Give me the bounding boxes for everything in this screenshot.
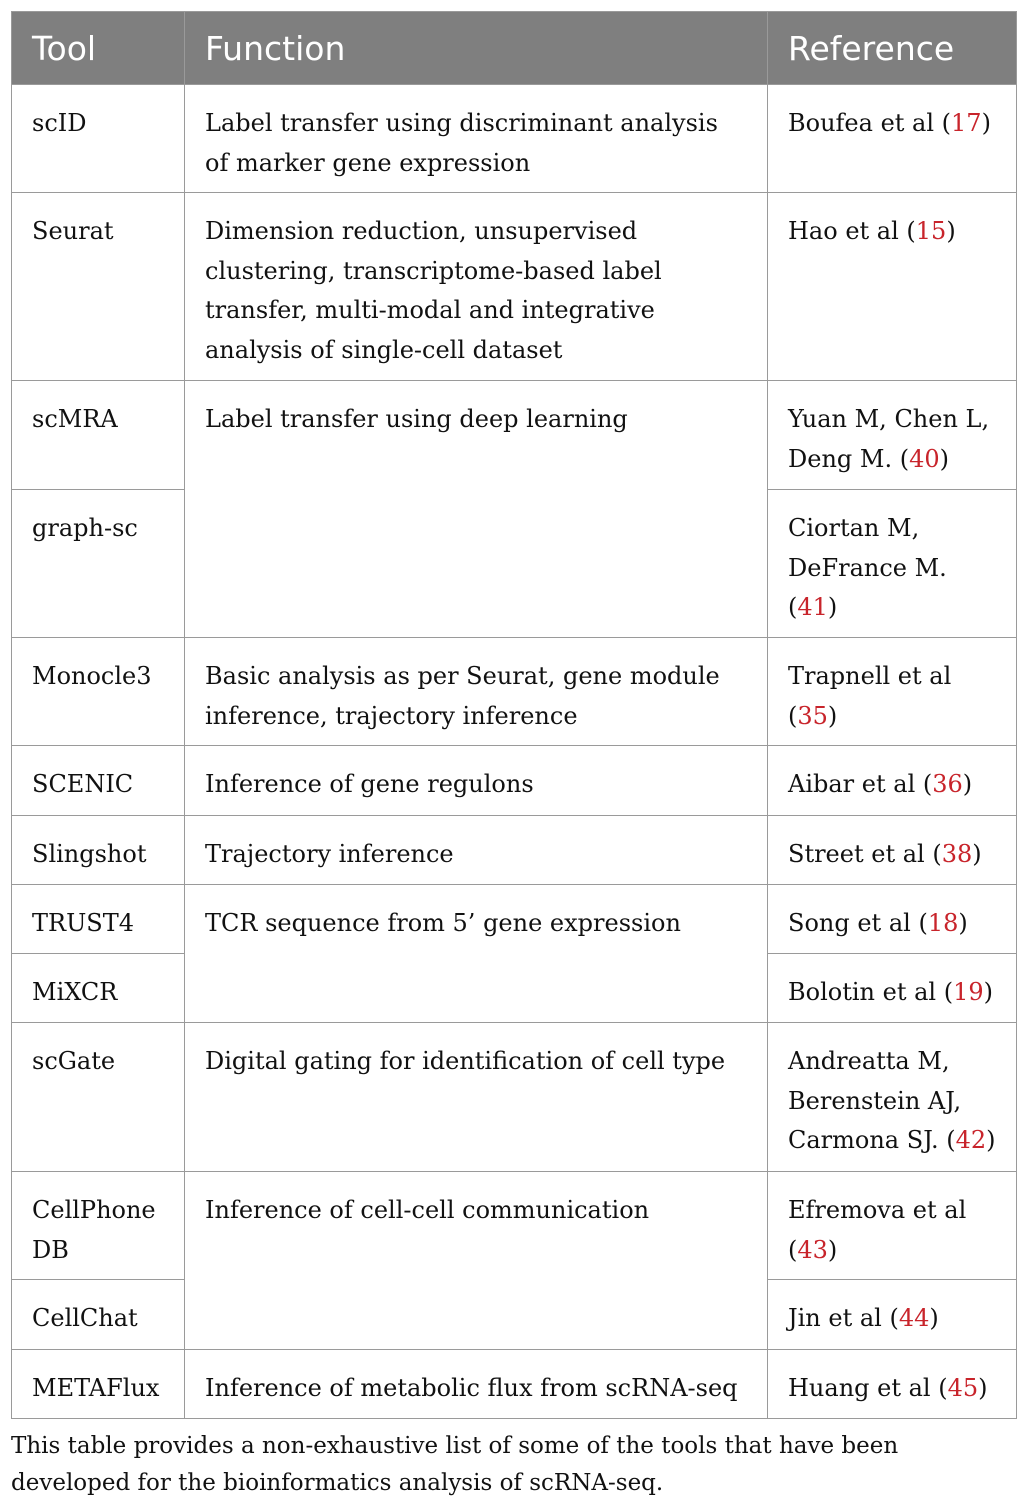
reference-link[interactable]: 17 [951,109,982,137]
reference-cell: Song et al (18) [768,885,1017,954]
reference-link[interactable]: 35 [797,701,828,730]
reference-cell: Aibar et al (36) [768,746,1017,816]
header-tool: Tool [12,12,185,85]
tool-cell: METAFlux [12,1350,185,1419]
function-cell: Inference of gene regulons [185,746,768,816]
reference-authors: Jin et al [788,1304,882,1332]
reference-link[interactable]: 42 [955,1126,987,1154]
reference-link[interactable]: 38 [941,840,973,868]
reference-cell: Trapnell et al (35) [768,638,1017,746]
reference-cell: Yuan M, Chen L, Deng M. (40) [768,381,1017,490]
reference-link[interactable]: 40 [909,444,940,473]
header-row [12,12,1017,85]
reference-cell: Jin et al (44) [768,1280,1017,1350]
table-row [12,638,1017,746]
reference-cell: Ciortan M, DeFrance M. (41) [768,490,1017,638]
reference-link[interactable]: 45 [947,1374,979,1402]
header-function: Function [185,12,768,85]
table-row [12,746,1017,816]
reference-cell: Efremova et al (43) [768,1172,1017,1280]
tool-cell: graph-sc [12,490,185,638]
reference-link[interactable]: 43 [797,1235,828,1264]
tool-cell: MiXCR [12,954,185,1023]
reference-authors: Hao et al [788,217,899,245]
function-cell: Label transfer using discriminant analysis of marker gene expression [185,85,768,193]
reference-link[interactable]: 41 [797,593,828,621]
tool-cell: CellChat [12,1280,185,1350]
tool-cell: SCENIC [12,746,185,816]
function-cell: Dimension reduction, unsupervised clustering, transcriptome-based label transfer, multi-modal and integrative analysis of single-cell dataset [185,193,768,381]
tool-cell: scGate [12,1023,185,1172]
reference-link[interactable]: 44 [898,1304,930,1332]
function-cell: Inference of cell-cell communication [185,1172,768,1350]
reference-link[interactable]: 15 [915,217,947,245]
table-row [12,1172,1017,1280]
reference-authors: Efremova et al [788,1196,967,1224]
reference-authors: Aibar et al [788,770,916,798]
reference-authors: Trapnell et al [788,662,952,690]
table-row [12,85,1017,193]
function-cell: Inference of metabolic flux from scRNA-seq [185,1350,768,1419]
reference-cell: Boufea et al (17) [768,85,1017,193]
tools-table [11,11,1017,1419]
reference-link[interactable]: 36 [932,770,963,798]
reference-cell: Hao et al (15) [768,193,1017,381]
table-row [12,193,1017,381]
reference-cell: Huang et al (45) [768,1350,1017,1419]
reference-authors: Yuan M, Chen L, Deng M. [788,405,990,473]
function-cell: Basic analysis as per Seurat, gene module inference, trajectory inference [185,638,768,746]
reference-authors: Ciortan M, DeFrance M. [788,514,947,582]
reference-authors: Huang et al [788,1374,931,1402]
table-row [12,816,1017,885]
table-row [12,1350,1017,1419]
reference-link[interactable]: 18 [927,909,959,937]
tool-cell: scMRA [12,381,185,490]
function-cell: Digital gating for identification of cell type [185,1023,768,1172]
reference-authors: Song et al [788,909,911,937]
reference-link[interactable]: 19 [953,978,984,1006]
header-reference: Reference [768,12,1017,85]
table-caption: This table provides a non-exhaustive list of some of the tools that have been developed for the bioinformatics analysis of scRNA-seq. [11,1433,899,1496]
reference-authors: Andreatta M, Berenstein AJ, Carmona SJ. [788,1047,962,1154]
tool-cell: CellPhone DB [12,1172,185,1280]
function-cell: TCR sequence from 5’ gene expression [185,885,768,1023]
tool-cell: scID [12,85,185,193]
tool-cell: TRUST4 [12,885,185,954]
tool-cell: Slingshot [12,816,185,885]
reference-cell: Andreatta M, Berenstein AJ, Carmona SJ. (42) [768,1023,1017,1172]
reference-authors: Street et al [788,840,925,868]
table-row [12,885,1017,954]
function-cell: Trajectory inference [185,816,768,885]
tool-cell: Monocle3 [12,638,185,746]
reference-authors: Boufea et al [788,109,935,137]
reference-cell: Street et al (38) [768,816,1017,885]
reference-authors: Bolotin et al [788,978,937,1006]
reference-cell: Bolotin et al (19) [768,954,1017,1023]
table-row [12,381,1017,490]
function-cell: Label transfer using deep learning [185,381,768,638]
table-row [12,1023,1017,1172]
tool-cell: Seurat [12,193,185,381]
